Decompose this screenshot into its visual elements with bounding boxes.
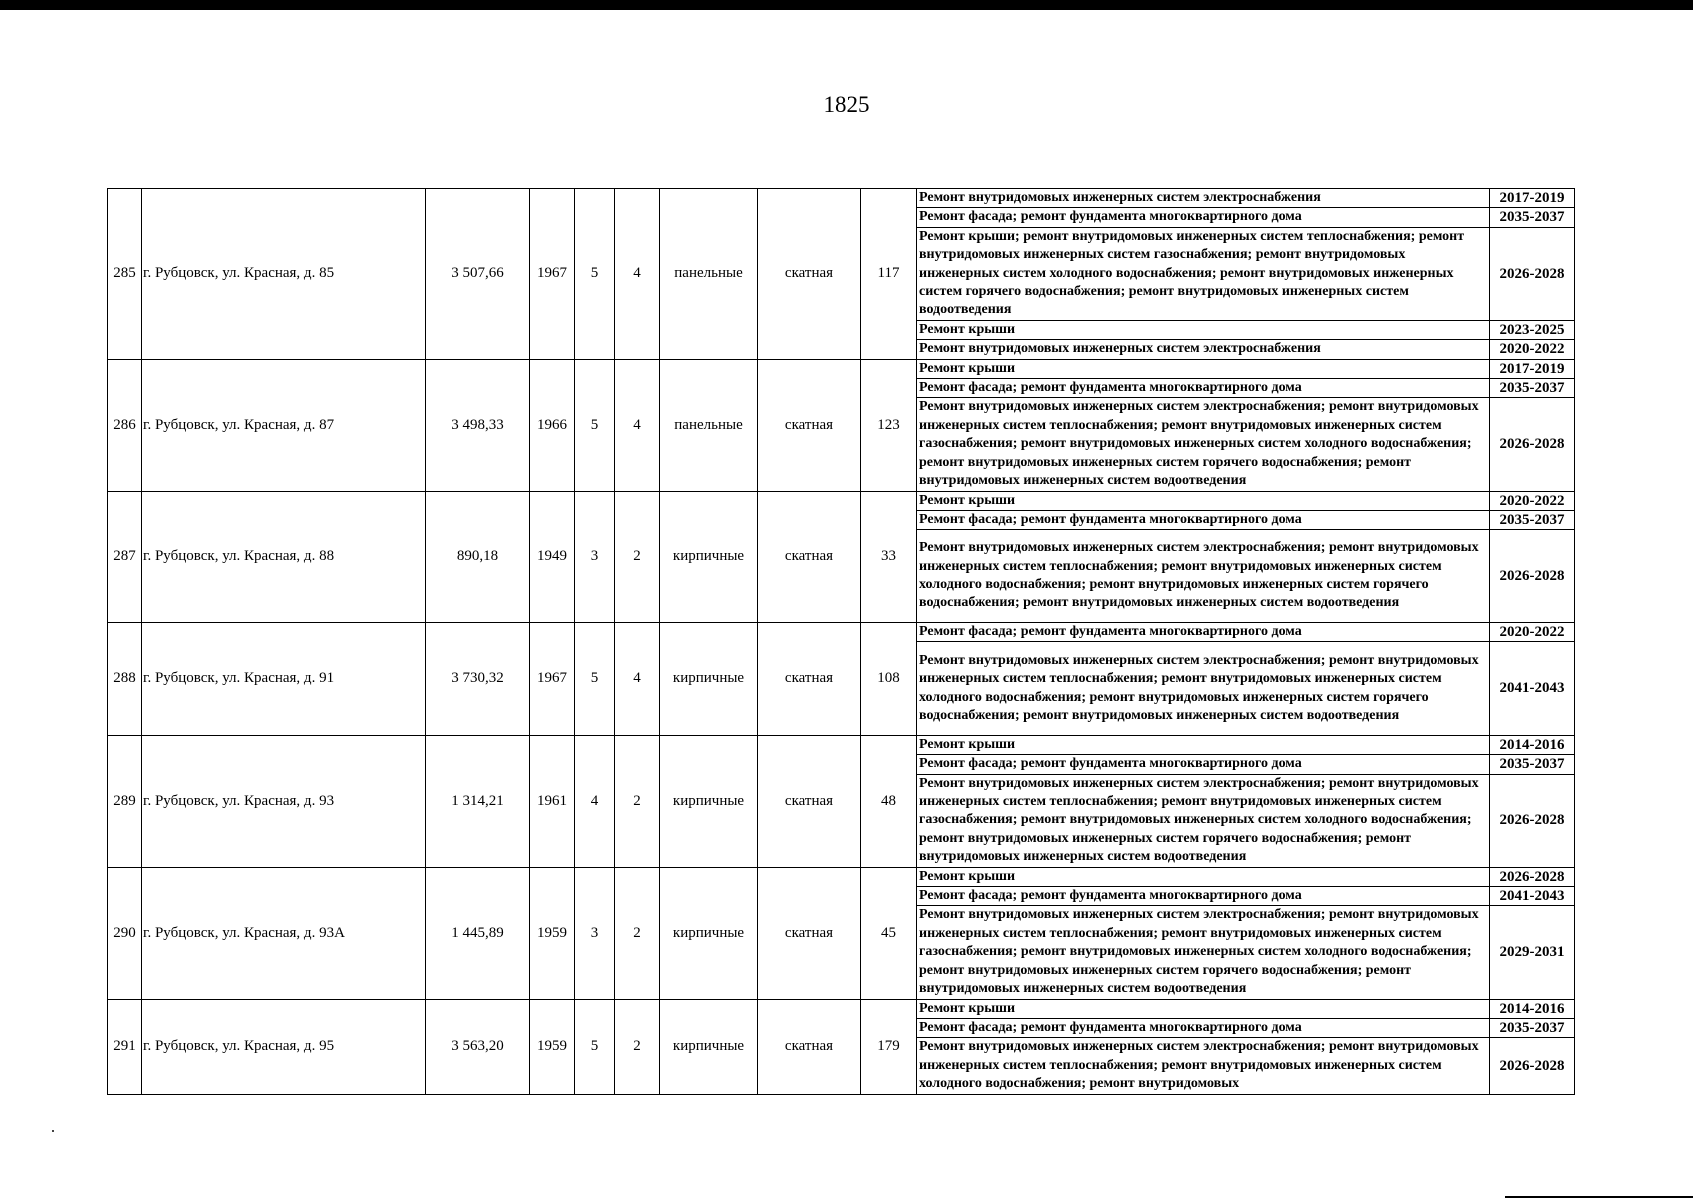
work-period: 2026-2028 — [1490, 1038, 1575, 1094]
wall-material-cell: панельные — [660, 359, 758, 491]
work-item — [917, 398, 1574, 491]
work-description: Ремонт внутридомовых инженерных систем электроснабжения; ремонт внутридомовых инженерных систем теплоснабжения; ремонт внутридомовых инженерных систем газоснабжения; ремонт внутридомовых инженерных систем холодного водоснабжения; ремонт внутридомовых инженерных систем горячего водоснабжения; ремонт внутридомовых инженерных систем водоотведения — [919, 775, 1479, 865]
work-item — [917, 360, 1574, 379]
work-period: 2029-2031 — [1490, 906, 1575, 999]
works-cell — [917, 359, 1575, 491]
residents-cell: 108 — [861, 622, 917, 735]
residents-cell: 123 — [861, 359, 917, 491]
housing-repair-table — [107, 188, 1575, 1095]
works-cell — [917, 622, 1575, 735]
works-cell — [917, 867, 1575, 999]
work-item — [917, 208, 1574, 227]
works-cell — [917, 189, 1575, 360]
entrances-cell: 2 — [615, 867, 660, 999]
work-description: Ремонт крыши — [917, 320, 1490, 339]
top-border-bar — [0, 0, 1693, 10]
work-item — [917, 736, 1574, 755]
entrances-cell: 2 — [615, 999, 660, 1094]
work-item — [917, 340, 1574, 359]
works-list — [917, 736, 1574, 867]
entrances-cell: 2 — [615, 735, 660, 867]
roof-type-cell: скатная — [758, 999, 861, 1094]
table-body — [108, 189, 1575, 1095]
work-period: 2026-2028 — [1490, 530, 1575, 622]
work-description: Ремонт фасада; ремонт фундамента многоквартирного дома — [917, 887, 1490, 906]
work-description: Ремонт фасада; ремонт фундамента многоквартирного дома — [917, 379, 1490, 398]
work-description: Ремонт внутридомовых инженерных систем электроснабжения; ремонт внутридомовых инженерных систем теплоснабжения; ремонт внутридомовых инженерных систем холодного водоснабжения; ремонт внутридомовых инженерных систем горячего водоснабжения; ремонт внутридомовых инженерных систем водоотведения — [919, 652, 1479, 723]
work-item — [917, 1000, 1574, 1019]
work-item — [917, 1038, 1574, 1094]
work-period: 2020-2022 — [1490, 340, 1575, 359]
work-description: Ремонт внутридомовых инженерных систем электроснабжения; ремонт внутридомовых инженерных систем теплоснабжения; ремонт внутридомовых инженерных систем холодного водоснабжения; ремонт внутридомовых инженерных систем горячего водоснабжения; ремонт внутридомовых инженерных систем водоотведения — [919, 540, 1479, 611]
work-description: Ремонт фасада; ремонт фундамента многоквартирного дома — [917, 510, 1490, 529]
year-cell: 1949 — [530, 491, 575, 622]
work-item — [917, 492, 1574, 511]
work-description: Ремонт фасада; ремонт фундамента многоквартирного дома — [917, 1018, 1490, 1037]
work-period: 2026-2028 — [1490, 868, 1575, 887]
work-period: 2014-2016 — [1490, 1000, 1575, 1019]
works-list — [917, 492, 1574, 622]
works-list — [917, 868, 1574, 999]
work-description: Ремонт крыши — [917, 736, 1490, 755]
residents-cell: 33 — [861, 491, 917, 622]
year-cell: 1959 — [530, 867, 575, 999]
address-cell: г. Рубцовск, ул. Красная, д. 95 — [142, 999, 426, 1094]
work-item — [917, 887, 1574, 906]
work-description: Ремонт крыши — [917, 1000, 1490, 1019]
work-period: 2041-2043 — [1490, 642, 1575, 735]
table-row — [108, 189, 1575, 360]
wall-material-cell: панельные — [660, 189, 758, 360]
residents-cell: 48 — [861, 735, 917, 867]
work-description: Ремонт внутридомовых инженерных систем электроснабжения; ремонт внутридомовых инженерных систем теплоснабжения; ремонт внутридомовых инженерных систем холодного водоснабжения; ремонт внутридомовых — [919, 1039, 1479, 1092]
area-cell: 3 498,33 — [426, 359, 530, 491]
floors-cell: 3 — [575, 491, 615, 622]
year-cell: 1961 — [530, 735, 575, 867]
work-period: 2035-2037 — [1490, 208, 1575, 227]
year-cell: 1966 — [530, 359, 575, 491]
year-cell: 1967 — [530, 622, 575, 735]
table-row — [108, 867, 1575, 999]
work-description: Ремонт внутридомовых инженерных систем электроснабжения — [919, 341, 1321, 357]
entrances-cell: 2 — [615, 491, 660, 622]
table-row — [108, 491, 1575, 622]
work-item — [917, 510, 1574, 529]
work-description: Ремонт внутридомовых инженерных систем электроснабжения; ремонт внутридомовых инженерных систем теплоснабжения; ремонт внутридомовых инженерных систем газоснабжения; ремонт внутридомовых инженерных систем холодного водоснабжения; ремонт внутридомовых инженерных систем горячего водоснабжения; ремонт внутридомовых инженерных систем водоотведения — [919, 907, 1479, 997]
entrances-cell: 4 — [615, 189, 660, 360]
area-cell: 3 507,66 — [426, 189, 530, 360]
work-period: 2017-2019 — [1490, 360, 1575, 379]
floors-cell: 3 — [575, 867, 615, 999]
work-description: Ремонт внутридомовых инженерных систем электроснабжения; ремонт внутридомовых инженерных систем теплоснабжения; ремонт внутридомовых инженерных систем газоснабжения; ремонт внутридомовых инженерных систем холодного водоснабжения; ремонт внутридомовых инженерных систем горячего водоснабжения; ремонт внутридомовых инженерных систем водоотведения — [919, 399, 1479, 489]
work-period: 2026-2028 — [1490, 398, 1575, 491]
floors-cell: 5 — [575, 359, 615, 491]
floors-cell: 5 — [575, 999, 615, 1094]
works-list — [917, 1000, 1574, 1094]
entrances-cell: 4 — [615, 622, 660, 735]
wall-material-cell: кирпичные — [660, 622, 758, 735]
work-period: 2020-2022 — [1490, 623, 1575, 642]
work-item — [917, 755, 1574, 774]
work-item — [917, 642, 1574, 735]
work-item — [917, 774, 1574, 867]
roof-type-cell: скатная — [758, 867, 861, 999]
work-description: Ремонт внутридомовых инженерных систем электроснабжения — [917, 189, 1490, 208]
floors-cell: 4 — [575, 735, 615, 867]
work-period: 2041-2043 — [1490, 887, 1575, 906]
work-period: 2017-2019 — [1490, 189, 1575, 208]
area-cell: 3 730,32 — [426, 622, 530, 735]
row-number: 291 — [108, 999, 142, 1094]
row-number: 285 — [108, 189, 142, 360]
work-period: 2020-2022 — [1490, 492, 1575, 511]
address-cell: г. Рубцовск, ул. Красная, д. 87 — [142, 359, 426, 491]
area-cell: 1 445,89 — [426, 867, 530, 999]
work-period: 2035-2037 — [1490, 510, 1575, 529]
table-row — [108, 999, 1575, 1094]
address-cell: г. Рубцовск, ул. Красная, д. 91 — [142, 622, 426, 735]
work-description: Ремонт фасада; ремонт фундамента многоквартирного дома — [917, 755, 1490, 774]
table-row — [108, 735, 1575, 867]
roof-type-cell: скатная — [758, 189, 861, 360]
work-period: 2035-2037 — [1490, 379, 1575, 398]
work-description: Ремонт крыши — [917, 868, 1490, 887]
work-item — [917, 1018, 1574, 1037]
address-cell: г. Рубцовск, ул. Красная, д. 93А — [142, 867, 426, 999]
table-row — [108, 359, 1575, 491]
entrances-cell: 4 — [615, 359, 660, 491]
work-item — [917, 906, 1574, 999]
work-description: Ремонт крыши — [917, 360, 1490, 379]
work-item — [917, 530, 1574, 622]
works-cell — [917, 999, 1575, 1094]
row-number: 287 — [108, 491, 142, 622]
wall-material-cell: кирпичные — [660, 999, 758, 1094]
wall-material-cell: кирпичные — [660, 735, 758, 867]
work-description: Ремонт крыши; ремонт внутридомовых инженерных систем теплоснабжения; ремонт внутридомовых инженерных систем газоснабжения; ремонт внутридомовых инженерных систем холодного водоснабжения; ремонт внутридомовых инженерных систем горячего водоснабжения; ремонт внутридомовых инженерных систем водоотведения — [917, 227, 1490, 320]
page-number: 1825 — [823, 92, 870, 117]
work-item — [917, 379, 1574, 398]
work-item — [917, 189, 1574, 208]
roof-type-cell: скатная — [758, 491, 861, 622]
wall-material-cell: кирпичные — [660, 867, 758, 999]
scan-speck — [52, 1130, 54, 1132]
row-number: 290 — [108, 867, 142, 999]
address-cell: г. Рубцовск, ул. Красная, д. 93 — [142, 735, 426, 867]
works-cell — [917, 735, 1575, 867]
residents-cell: 45 — [861, 867, 917, 999]
table-row — [108, 622, 1575, 735]
works-cell — [917, 491, 1575, 622]
residents-cell: 117 — [861, 189, 917, 360]
floors-cell: 5 — [575, 189, 615, 360]
work-period: 2026-2028 — [1490, 774, 1575, 867]
year-cell: 1967 — [530, 189, 575, 360]
work-period: 2035-2037 — [1490, 755, 1575, 774]
area-cell: 890,18 — [426, 491, 530, 622]
year-cell: 1959 — [530, 999, 575, 1094]
work-period: 2014-2016 — [1490, 736, 1575, 755]
work-period: 2026-2028 — [1490, 227, 1575, 320]
roof-type-cell: скатная — [758, 622, 861, 735]
floors-cell: 5 — [575, 622, 615, 735]
row-number: 286 — [108, 359, 142, 491]
roof-type-cell: скатная — [758, 735, 861, 867]
works-list — [917, 189, 1574, 359]
work-description: Ремонт фасада; ремонт фундамента многоквартирного дома — [917, 208, 1490, 227]
area-cell: 1 314,21 — [426, 735, 530, 867]
work-item — [917, 320, 1574, 339]
works-list — [917, 623, 1574, 735]
work-period: 2035-2037 — [1490, 1018, 1575, 1037]
work-item — [917, 623, 1574, 642]
works-list — [917, 360, 1574, 491]
area-cell: 3 563,20 — [426, 999, 530, 1094]
roof-type-cell: скатная — [758, 359, 861, 491]
work-period: 2023-2025 — [1490, 320, 1575, 339]
row-number: 289 — [108, 735, 142, 867]
work-item — [917, 227, 1574, 320]
wall-material-cell: кирпичные — [660, 491, 758, 622]
work-description: Ремонт фасада; ремонт фундамента многоквартирного дома — [917, 623, 1490, 642]
residents-cell: 179 — [861, 999, 917, 1094]
address-cell: г. Рубцовск, ул. Красная, д. 88 — [142, 491, 426, 622]
corner-line — [1505, 1196, 1693, 1198]
address-cell: г. Рубцовск, ул. Красная, д. 85 — [142, 189, 426, 360]
work-description: Ремонт крыши — [917, 492, 1490, 511]
work-item — [917, 868, 1574, 887]
row-number: 288 — [108, 622, 142, 735]
